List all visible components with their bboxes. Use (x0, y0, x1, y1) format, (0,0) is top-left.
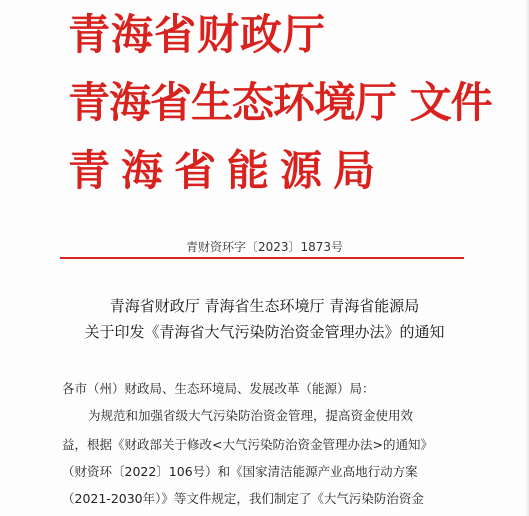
red-divider-line (60, 257, 464, 259)
issuer-header-energy: 青海省能源局 (68, 146, 387, 195)
body-paragraph-line-4: （2021-2030年）》等文件规定，我们制定了《大气污染防治资金 (62, 491, 424, 506)
body-paragraph-line-3: （财资环〔2022〕106号）和《国家清洁能源产业高地行动方案 (62, 464, 418, 479)
body-paragraph-line-1: 为规范和加强省级大气污染防治资金管理，提高资金使用效 (88, 408, 414, 423)
issuer-header-ecology: 青海省生态环境厅 文件 (68, 78, 492, 127)
document-number: 青财资环字〔2023〕1873号 (185, 240, 344, 254)
document-title-subject: 关于印发《青海省大气污染防治资金管理办法》的通知 (84, 323, 445, 341)
addressee-line: 各市（州）财政局、生态环境局、发展改革（能源）局： (62, 381, 375, 396)
body-paragraph-line-2: 益，根据《财政部关于修改<大气污染防治资金管理办法>的通知》 (62, 437, 433, 452)
issuer-header-finance: 青海省财政厅 (68, 10, 327, 59)
document-title-issuers: 青海省财政厅 青海省生态环境厅 青海省能源局 (109, 297, 420, 315)
